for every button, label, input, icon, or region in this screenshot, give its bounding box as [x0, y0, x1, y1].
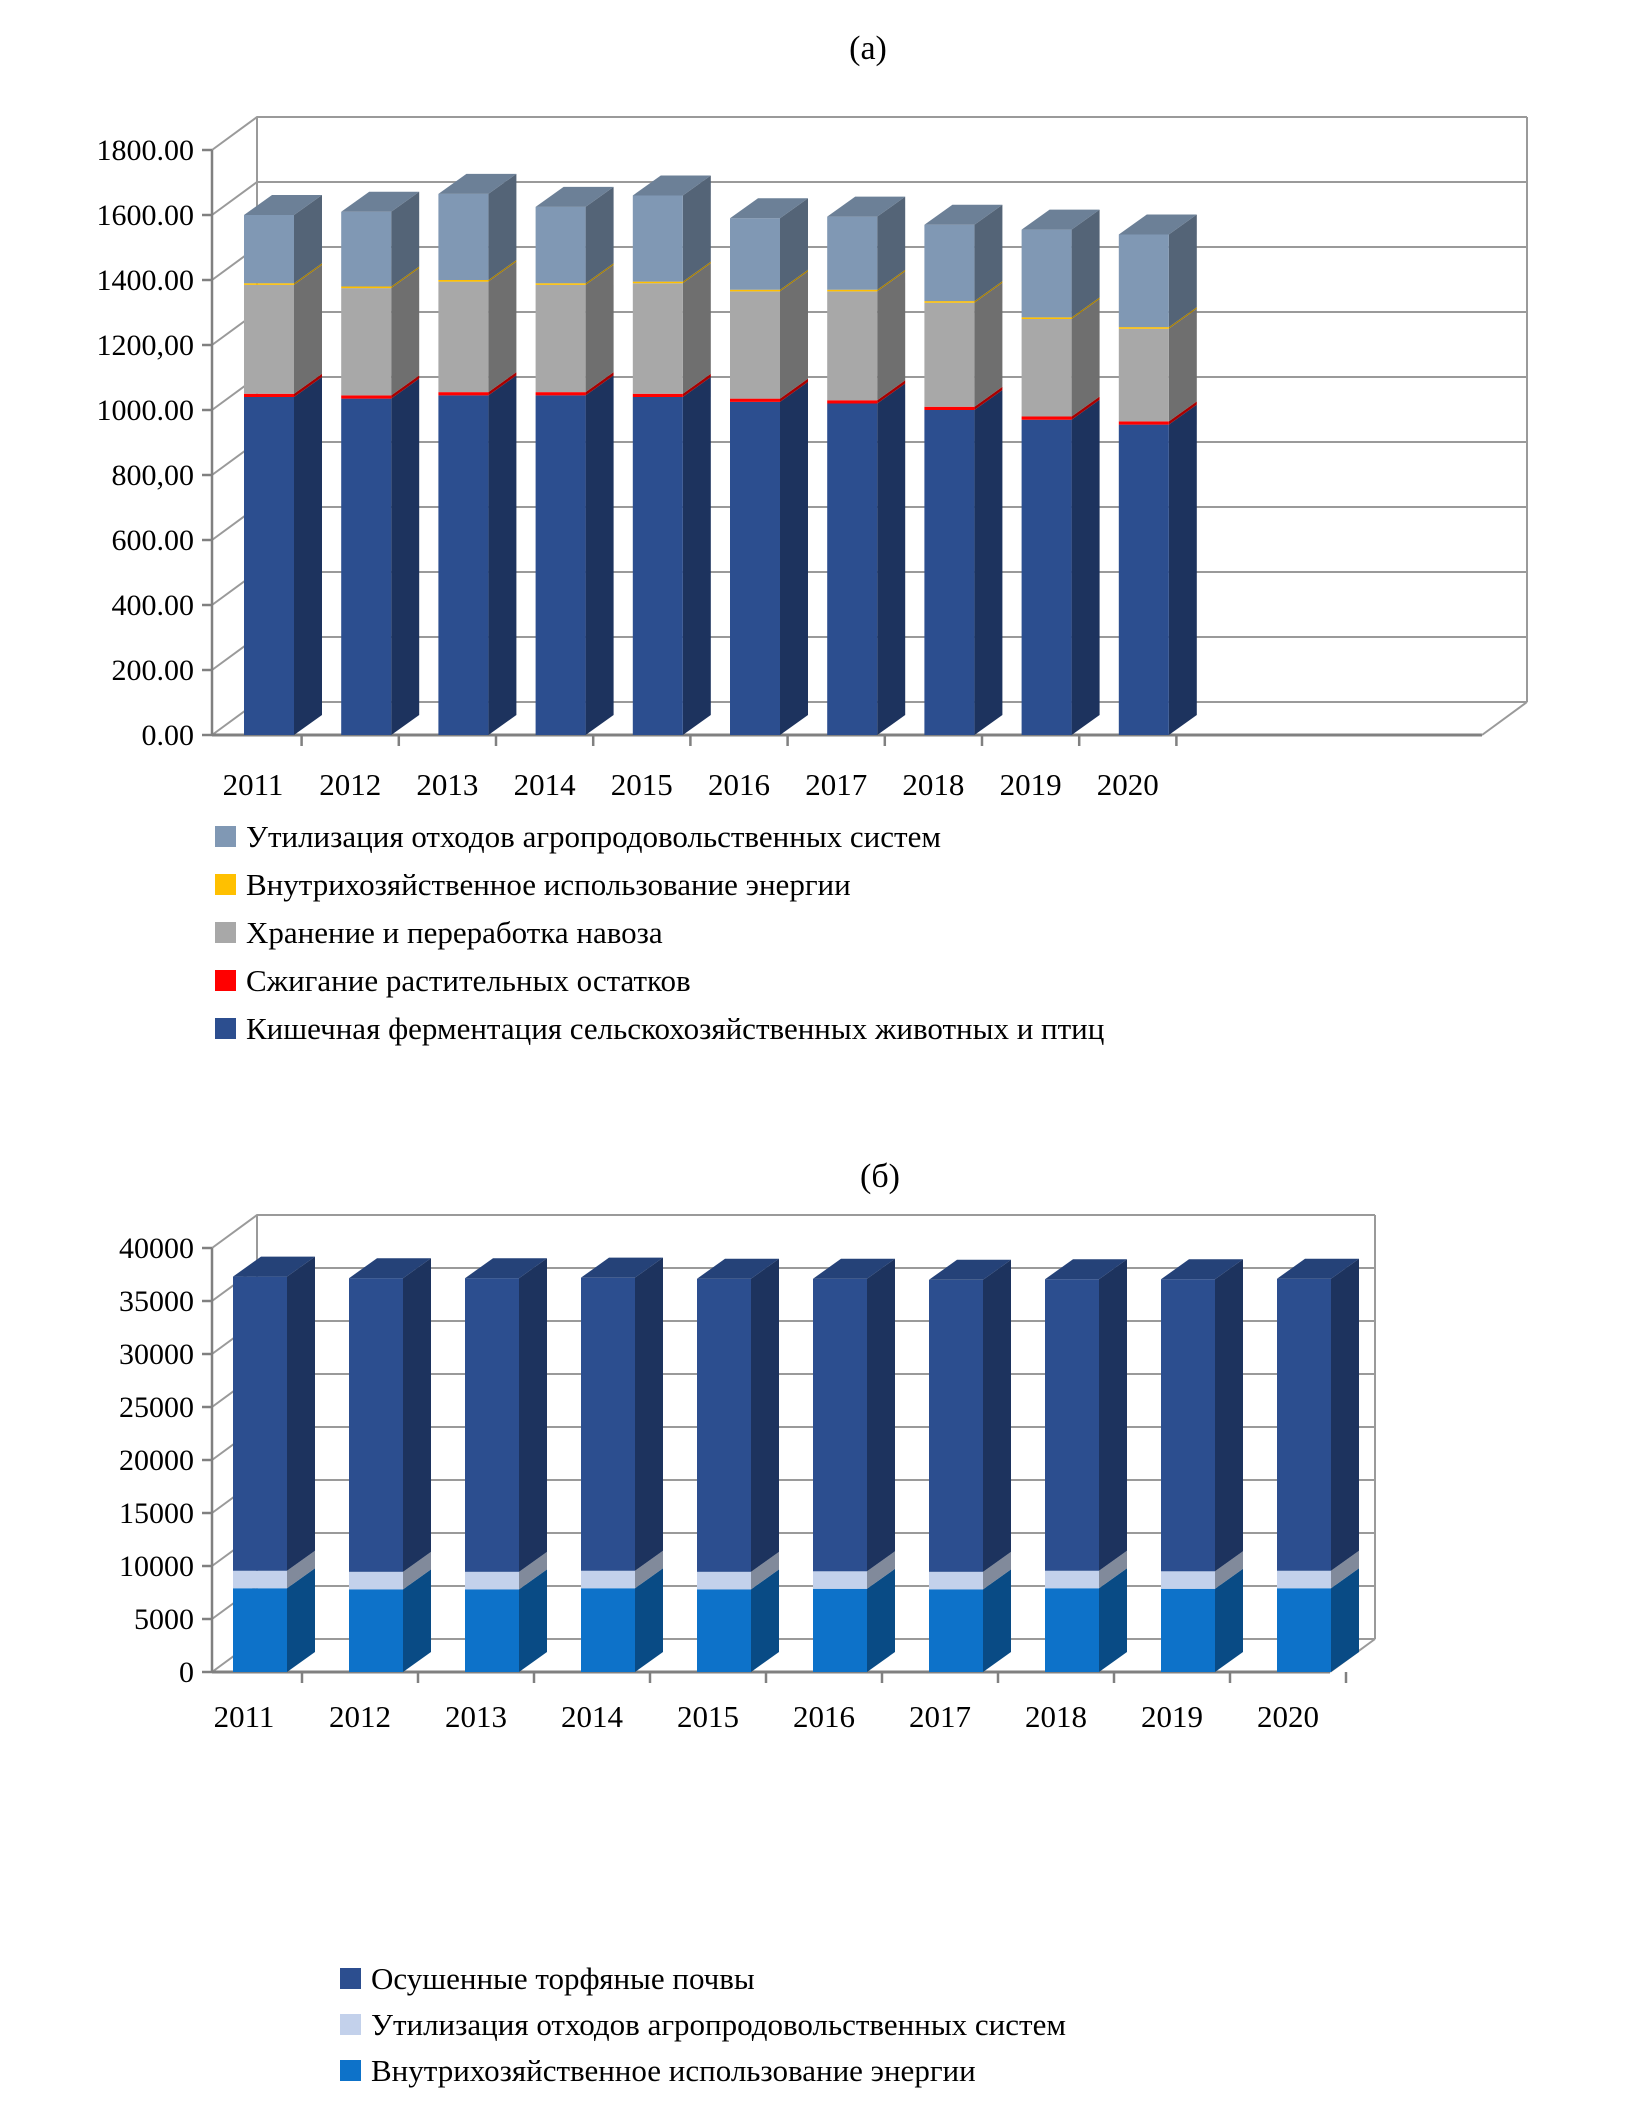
chart-a-bar-segment-side: [1169, 405, 1197, 735]
chart-a-x-category-label: 2013: [416, 767, 479, 802]
legend-item: [340, 1960, 1066, 2006]
chart-b-bar-segment: [349, 1278, 403, 1572]
chart-a-bar-segment-side: [683, 263, 711, 394]
legend-item-label: Кишечная ферментация сельскохозяйственных животных и птиц: [246, 1011, 1105, 1046]
chart-a-bar-segment-side: [488, 262, 516, 393]
chart-a-bar-segment-side: [586, 265, 614, 392]
chart-a-y-tick-label: 800,00: [111, 459, 194, 492]
chart-a-bar-segment: [1022, 319, 1072, 417]
chart-b-bar-segment: [349, 1572, 403, 1589]
chart-a-bar-segment: [924, 303, 974, 407]
chart-b-x-category-label: 2012: [329, 1699, 391, 1734]
chart-a-bar-segment: [1119, 235, 1169, 328]
chart-a-bar-segment: [924, 301, 974, 303]
chart-a-bar-segment: [244, 397, 294, 735]
chart-b-bar-segment-side: [751, 1259, 779, 1572]
chart-a-bar-segment: [341, 395, 391, 398]
chart-b-bar-segment: [697, 1572, 751, 1589]
chart-b-bar-segment: [1277, 1279, 1331, 1571]
chart-a-bar-segment: [1119, 421, 1169, 424]
legend-item: [215, 866, 1104, 914]
legend-item: [215, 914, 1104, 962]
chart-b-y-tick-label: 5000: [134, 1603, 194, 1636]
chart-a-bar-segment: [827, 217, 877, 290]
legend-item-label: Внутрихозяйственное использование энергии: [246, 867, 851, 902]
chart-a-bar-segment: [438, 392, 488, 395]
chart-b-bar-segment-side: [519, 1258, 547, 1572]
chart-a-bar-segment: [341, 399, 391, 735]
legend-item: [215, 1010, 1104, 1058]
chart-a-bar-segment: [827, 291, 877, 400]
legend-color-swatch-icon: [215, 922, 236, 943]
chart-a-bar-segment: [827, 404, 877, 736]
chart-b-bar-segment-side: [983, 1260, 1011, 1572]
chart-a-x-category-label: 2011: [222, 767, 284, 802]
chart-a-bar-segment: [633, 283, 683, 394]
chart-a-y-tick-label: 200.00: [111, 654, 194, 687]
legend-color-swatch-icon: [215, 1018, 236, 1039]
chart-a-bar-segment: [633, 282, 683, 284]
chart-b-x-category-label: 2018: [1025, 1699, 1087, 1734]
chart-b-y-tick-label: 10000: [119, 1550, 194, 1583]
chart-a-bar-segment: [341, 212, 391, 287]
chart-b-y-tick-label: 0: [179, 1656, 194, 1689]
chart-b-bar-segment: [581, 1588, 635, 1672]
legend-color-swatch-icon: [340, 2060, 361, 2081]
chart-a-bar-segment: [827, 290, 877, 292]
chart-a-bar-segment: [924, 407, 974, 410]
legend-item: [215, 818, 1104, 866]
chart-a-y-tick-label: 1400.00: [96, 264, 194, 297]
chart-b-bar-segment: [233, 1277, 287, 1571]
chart-a-bar-segment: [1119, 327, 1169, 329]
legend-item-label: Осушенные торфяные почвы: [371, 1961, 755, 1996]
chart-a-bar-segment: [1119, 329, 1169, 422]
legend-color-swatch-icon: [215, 826, 236, 847]
chart-b-bar-segment-side: [635, 1258, 663, 1571]
chart-b-y-tick-label: 15000: [119, 1497, 194, 1530]
chart-b-bar-segment: [1045, 1588, 1099, 1672]
chart-b-bar-segment: [1277, 1588, 1331, 1672]
chart-a-y-tick-label: 1800.00: [96, 134, 194, 167]
chart-a-bar-segment-side: [391, 379, 419, 735]
chart-b-bar-segment: [697, 1589, 751, 1672]
chart-b-bar-segment: [465, 1572, 519, 1589]
chart-b-bar-segment: [813, 1571, 867, 1588]
chart-a-bar-segment-side: [974, 283, 1002, 407]
chart-a-bar-segment-side: [877, 271, 905, 400]
chart-a-bar-segment: [244, 285, 294, 394]
chart-b-bar-segment: [697, 1279, 751, 1572]
chart-b-x-category-label: 2020: [1257, 1699, 1319, 1734]
chart-a-bar-segment: [438, 194, 488, 280]
legend-item-label: Внутрихозяйственное использование энергии: [371, 2053, 976, 2088]
chart-a-bar-segment-side: [683, 377, 711, 735]
chart-b-x-category-label: 2015: [677, 1699, 739, 1734]
legend-color-swatch-icon: [215, 874, 236, 895]
chart-b-x-category-label: 2011: [213, 1699, 275, 1734]
legend-color-swatch-icon: [340, 1968, 361, 1989]
chart-b-bar-segment: [1161, 1589, 1215, 1672]
chart-a-x-category-label: 2014: [513, 767, 576, 802]
chart-b-x-category-label: 2016: [793, 1699, 855, 1734]
chart-a-x-category-label: 2017: [805, 767, 868, 802]
chart-a-bar-segment: [924, 225, 974, 301]
chart-b-bar-segment: [233, 1588, 287, 1672]
chart-a-gridline: [212, 117, 1527, 150]
chart-a-bar-segment-side: [294, 265, 322, 394]
chart-a-bar-segment: [1022, 230, 1072, 318]
chart-a-bar-segment: [536, 285, 586, 392]
chart-a-bar-segment: [244, 283, 294, 285]
chart-b-bar-segment: [929, 1280, 983, 1572]
legend-color-swatch-icon: [340, 2014, 361, 2035]
chart-a-bar-segment-side: [488, 375, 516, 735]
chart-b-bar-segment-side: [287, 1257, 315, 1571]
chart-b-bar-segment-side: [1099, 1259, 1127, 1571]
chart-a-bar-segment: [730, 218, 780, 290]
chart-a-bar-segment: [730, 291, 780, 398]
chart-a-bar-segment: [1022, 417, 1072, 420]
chart-b-bar-segment: [813, 1279, 867, 1572]
chart-a-bar-segment: [924, 410, 974, 735]
chart-b-y-tick-label: 35000: [119, 1285, 194, 1318]
chart-a-x-category-label: 2012: [319, 767, 382, 802]
chart-a-x-category-label: 2016: [708, 767, 770, 802]
chart-b-y-tick-label: 20000: [119, 1444, 194, 1477]
legend-item: [340, 2006, 1066, 2052]
chart-a-x-category-label: 2019: [999, 767, 1062, 802]
legend-color-swatch-icon: [215, 970, 236, 991]
legend-item-label: Хранение и переработка навоза: [246, 915, 663, 950]
chart-b-bar-segment: [1045, 1279, 1099, 1571]
chart-b-bar-segment-side: [867, 1259, 895, 1572]
chart-a-bar-segment: [730, 402, 780, 735]
chart-b-bar-segment: [929, 1589, 983, 1672]
chart-a-bar-segment: [438, 280, 488, 282]
chart-a-bar-segment: [730, 399, 780, 402]
chart-b-bar-segment: [465, 1589, 519, 1672]
legend-item-label: Утилизация отходов агропродовольственных систем: [246, 819, 941, 854]
chart-a-bar-segment: [244, 215, 294, 283]
chart-a-bar-segment-side: [877, 384, 905, 736]
chart-b-bar-segment: [1045, 1571, 1099, 1588]
chart-a-y-tick-label: 1200,00: [96, 329, 194, 362]
chart-a-bar-segment: [1022, 420, 1072, 735]
chart-a-bar-segment: [341, 287, 391, 289]
chart-b-bar-segment: [1161, 1279, 1215, 1571]
chart-a-y-tick-label: 400.00: [111, 589, 194, 622]
chart-a-bar-segment: [536, 392, 586, 395]
legend-item: [340, 2052, 1066, 2098]
chart-a-bar-segment: [633, 196, 683, 282]
chart-b-x-category-label: 2017: [909, 1699, 971, 1734]
chart-b-y-tick-label: 40000: [119, 1232, 194, 1265]
chart-a-bar-segment: [438, 282, 488, 393]
chart-b-bar-segment: [581, 1278, 635, 1571]
chart-a-bar-segment: [633, 397, 683, 735]
chart-a-bar-segment: [536, 283, 586, 285]
chart-b-bar-segment: [929, 1572, 983, 1589]
chart-a-floor-right-edge: [1482, 702, 1527, 735]
chart-a-bar-segment: [730, 290, 780, 292]
chart-a-x-category-label: 2018: [902, 767, 965, 802]
chart-a-title: (a): [849, 30, 887, 67]
chart-b-bar-segment-side: [403, 1258, 431, 1572]
chart-b-y-tick-label: 30000: [119, 1338, 194, 1371]
chart-a-bar-segment-side: [780, 382, 808, 735]
chart-a-y-tick-label: 0.00: [141, 719, 194, 752]
chart-b-x-category-label: 2013: [445, 1699, 507, 1734]
chart-b-y-tick-label: 25000: [119, 1391, 194, 1424]
legend-item-label: Сжигание растительных остатков: [246, 963, 691, 998]
chart-a-bar-segment: [536, 395, 586, 735]
chart-a-x-category-label: 2015: [610, 767, 673, 802]
chart-a-y-tick-label: 1600.00: [96, 199, 194, 232]
chart-a-bar-segment-side: [586, 375, 614, 735]
chart-b-title: (б): [860, 1158, 900, 1195]
chart-a-bar-segment: [1022, 317, 1072, 319]
chart-b-bar-segment: [349, 1589, 403, 1672]
chart-a-y-tick-label: 600.00: [111, 524, 194, 557]
chart-a-bar-segment: [1119, 425, 1169, 735]
chart-a-bar-segment-side: [1072, 299, 1100, 417]
chart-a-bar-segment-side: [1072, 400, 1100, 735]
chart-a-bar-segment-side: [974, 390, 1002, 735]
chart-a-x-category-label: 2020: [1096, 767, 1159, 802]
chart-b-bar-segment: [813, 1589, 867, 1672]
chart-b-x-category-label: 2014: [561, 1699, 623, 1734]
chart-b-bar-segment: [581, 1571, 635, 1588]
chart-b-bar-segment: [1277, 1571, 1331, 1588]
chart-b-bar-segment-side: [1331, 1259, 1359, 1571]
chart-b-bar-segment: [233, 1571, 287, 1588]
chart-a-y-tick-label: 1000.00: [96, 394, 194, 427]
chart-a-bar-segment: [341, 288, 391, 395]
chart-a-bar-segment: [827, 400, 877, 403]
chart-b-bar-segment: [1161, 1571, 1215, 1588]
chart-a-bar-segment: [633, 394, 683, 397]
chart-b-bar-segment-side: [1215, 1259, 1243, 1571]
chart-b-bar-segment: [465, 1278, 519, 1572]
chart-a-bar-segment: [244, 394, 294, 397]
chart-a-bar-segment-side: [780, 271, 808, 398]
chart-b-legend: [340, 1960, 1066, 2098]
legend-item: [215, 962, 1104, 1010]
chart-a-legend: [215, 818, 1104, 1058]
chart-b-x-category-label: 2019: [1141, 1699, 1203, 1734]
chart-a-bar-segment-side: [391, 268, 419, 395]
chart-a-bar-segment: [438, 395, 488, 735]
chart-b-gridline: [212, 1215, 1375, 1248]
legend-item-label: Утилизация отходов агропродовольственных систем: [371, 2007, 1066, 2042]
chart-a-bar-segment: [536, 207, 586, 283]
chart-a-bar-segment-side: [294, 377, 322, 735]
